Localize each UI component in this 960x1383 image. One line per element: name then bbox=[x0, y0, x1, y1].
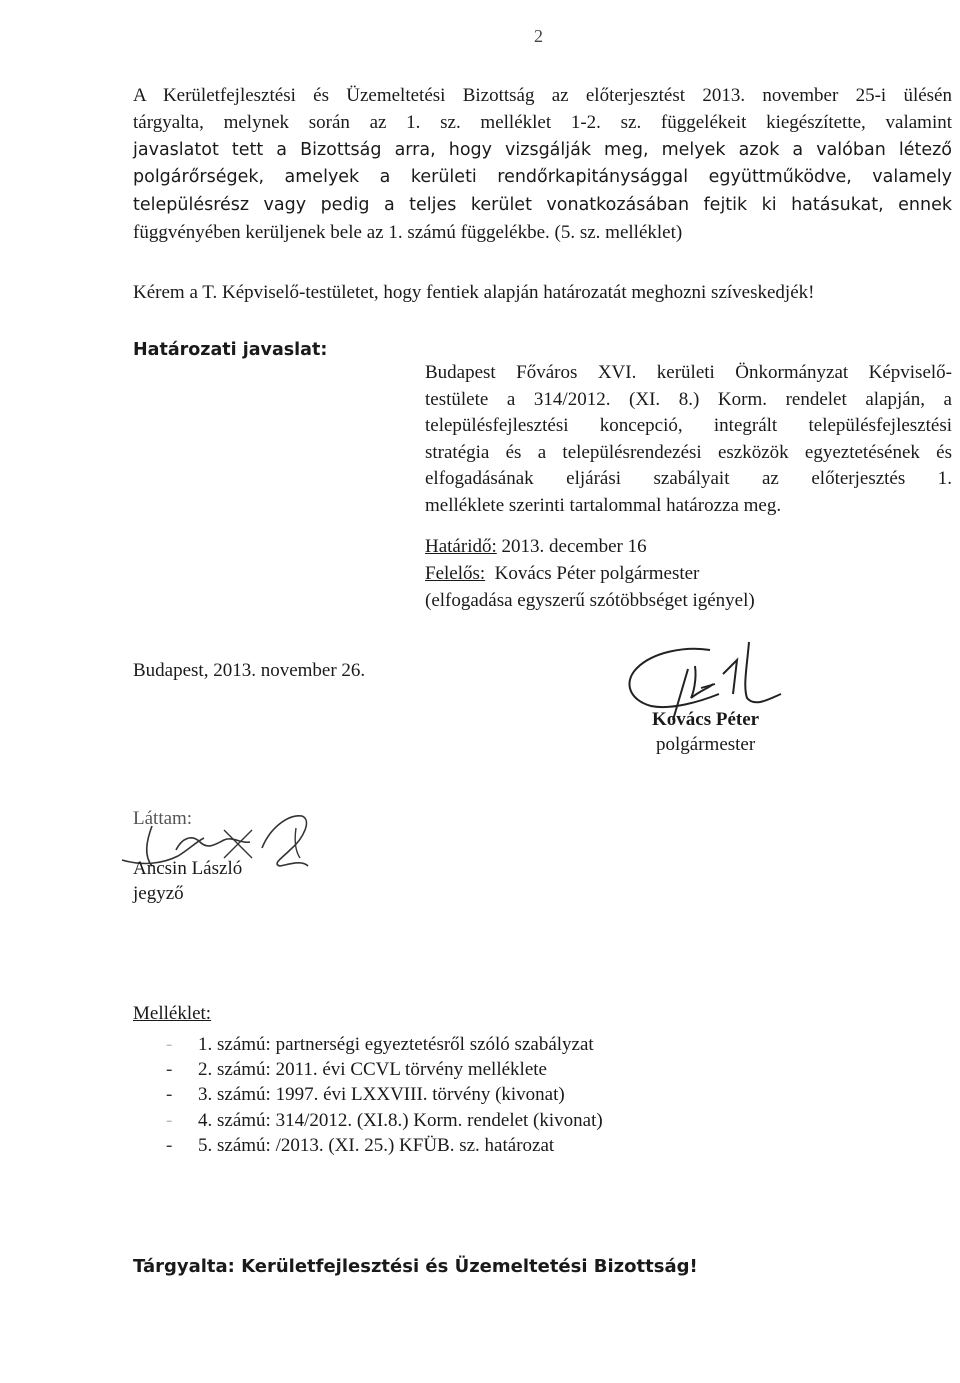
resolution-line: melléklete szerinti tartalommal határozza meg. bbox=[425, 494, 782, 516]
intro-paragraph bbox=[133, 82, 952, 246]
page-number: 2 bbox=[534, 26, 543, 46]
list-dash: - bbox=[166, 1084, 173, 1106]
resolution-line: testülete a 314/2012. (XI. 8.) Korm. rendelet alapján, a bbox=[425, 388, 952, 410]
place-date: Budapest, 2013. november 26. bbox=[133, 660, 366, 681]
intro-line: tárgyalta, melynek során az 1. sz. melléklet 1-2. sz. függelékeit kiegészítette, valamint bbox=[133, 112, 952, 134]
list-item bbox=[163, 1108, 603, 1133]
deadline-block bbox=[425, 533, 755, 614]
list-item bbox=[163, 1082, 603, 1107]
mayor-name: Kovács Péter bbox=[652, 709, 760, 730]
attachment-label: 1. számú: partnerségi egyeztetésről szóló szabályzat bbox=[198, 1034, 594, 1055]
list-dash: - bbox=[166, 1134, 173, 1156]
proposal-heading: Határozati javaslat: bbox=[133, 340, 328, 360]
resolution-line: stratégia és a településrendezési eszközök egyeztetésének és bbox=[425, 441, 952, 463]
resolution-text bbox=[425, 360, 952, 520]
attachment-label: 4. számú: 314/2012. (XI.8.) Korm. rendelet (kivonat) bbox=[198, 1109, 603, 1131]
notary-title: jegyző bbox=[133, 883, 184, 904]
list-item bbox=[163, 1032, 603, 1057]
attachment-label: 5. számú: /2013. (XI. 25.) KFÜB. sz. határozat bbox=[198, 1134, 555, 1156]
responsible-value: Kovács Péter polgármester bbox=[485, 563, 700, 584]
deadline-label: Határidő: bbox=[425, 536, 497, 557]
mayor-title: polgármester bbox=[656, 734, 756, 755]
attachment-label: 2. számú: 2011. évi CCVL törvény melléklete bbox=[198, 1059, 547, 1081]
intro-line: függvényében kerüljenek bele az 1. számú függelékbe. (5. sz. melléklet) bbox=[133, 222, 683, 244]
responsible-row bbox=[425, 560, 755, 587]
attachment-label: 3. számú: 1997. évi LXXVIII. törvény (kivonat) bbox=[198, 1084, 565, 1106]
attachments-list bbox=[163, 1032, 603, 1158]
intro-line: javaslatot tett a Bizottság arra, hogy vizsgálják meg, melyek azok a valóban létező bbox=[133, 139, 952, 160]
attachments-heading: Melléklet: bbox=[133, 1003, 212, 1024]
resolution-line: elfogadásának eljárási szabályait az előterjesztés 1. bbox=[425, 468, 952, 490]
list-dash: - bbox=[166, 1059, 173, 1081]
vote-note: (elfogadása egyszerű szótöbbséget igényel) bbox=[425, 590, 755, 611]
intro-line: A Kerületfejlesztési és Üzemeltetési Bizottság az előterjesztést 2013. november 25-i ülésén bbox=[133, 85, 952, 106]
resolution-line: településfejlesztési koncepció, integrált településfejlesztési bbox=[425, 415, 952, 437]
list-item bbox=[163, 1133, 603, 1158]
intro-line: településrész vagy pedig a teljes kerület vonatkozásában fejtik ki hatásukat, ennek bbox=[133, 194, 952, 215]
deadline-value: 2013. december 16 bbox=[496, 536, 647, 557]
list-item bbox=[163, 1057, 603, 1082]
intro-line: polgárőrségek, amelyek a kerületi rendőrkapitánysággal együttműködve, valamely bbox=[133, 167, 952, 188]
notary-name: Ancsin László bbox=[133, 858, 243, 879]
deadline-row bbox=[425, 533, 755, 560]
seen-label: Láttam: bbox=[133, 808, 193, 829]
request-sentence: Kérem a T. Képviselő-testületet, hogy fentiek alapján határozatát meghozni szíveskedjék! bbox=[133, 282, 815, 303]
responsible-label: Felelős: bbox=[425, 563, 486, 584]
list-dash: - bbox=[166, 1034, 173, 1055]
resolution-line: Budapest Főváros XVI. kerületi Önkormányzat Képviselő- bbox=[425, 362, 952, 383]
list-dash: - bbox=[166, 1109, 173, 1131]
footer-note: Tárgyalta: Kerületfejlesztési és Üzemeltetési Bizottság! bbox=[133, 1256, 698, 1277]
